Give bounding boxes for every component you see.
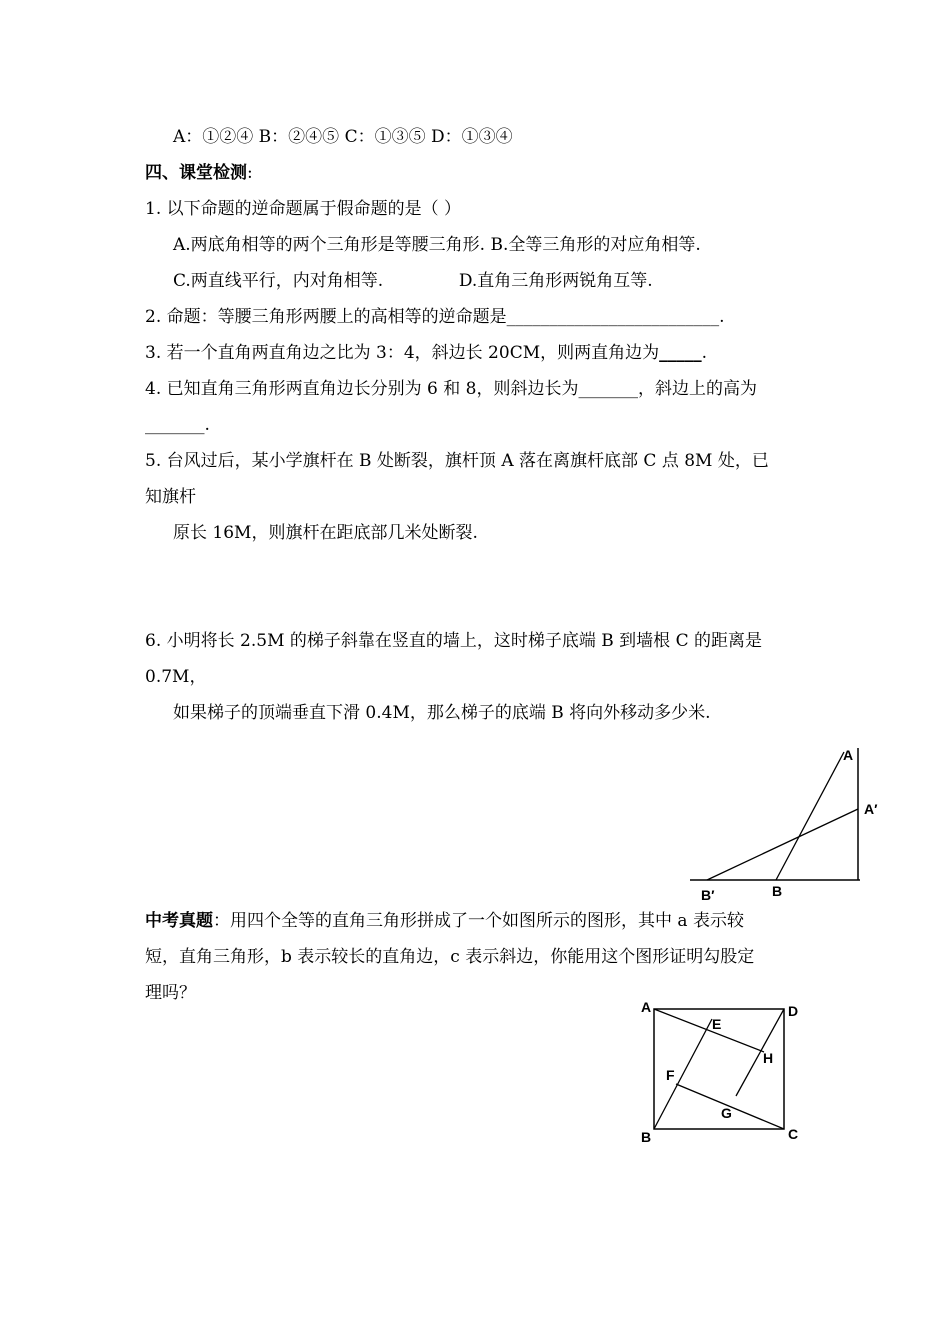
segment-a-h xyxy=(654,1009,764,1052)
exam-question xyxy=(145,910,744,932)
square-figure xyxy=(636,996,816,1150)
q4-blank-2: _______ xyxy=(145,415,205,435)
exam-question-cont-2: 理吗？ xyxy=(145,983,196,1003)
label-b-prime: B′ xyxy=(701,887,715,903)
label-e: E xyxy=(712,1016,722,1032)
q1-options-ab: A.两底角相等的两个三角形是等腰三角形. B.全等三角形的对应角相等. xyxy=(173,235,701,255)
answer-options: A：①②④ B：②④⑤ C：①③⑤ D：①③④ xyxy=(173,127,513,147)
label-a-prime: A′ xyxy=(864,801,878,817)
question-4-cont xyxy=(145,414,210,436)
q2-blank: _________________________ xyxy=(506,307,720,327)
label-d: D xyxy=(788,1003,799,1019)
section-heading xyxy=(145,162,253,184)
question-3 xyxy=(145,342,707,364)
question-2 xyxy=(145,306,725,328)
q4-text-2: ，斜边上的高为 xyxy=(637,379,757,399)
ladder-slid xyxy=(707,809,858,880)
q3-text: 3. 若一个直角两直角边之比为 3：4，斜边长 20CM，则两直角边为 xyxy=(145,343,660,363)
q4-end: . xyxy=(204,415,210,435)
q2-end: . xyxy=(719,307,725,327)
segment-b-e xyxy=(654,1019,712,1129)
colon: : xyxy=(247,163,253,183)
question-6: 6. 小明将长 2.5M 的梯子斜靠在竖直的墙上，这时梯子底端 B 到墙根 C 的距离是 xyxy=(145,631,762,651)
label-f: F xyxy=(666,1067,675,1083)
label-b: B xyxy=(641,1129,652,1145)
label-g: G xyxy=(721,1105,732,1121)
section-title: 四、课堂检测 xyxy=(145,163,247,183)
q1-options-cd: C.两直线平行，内对角相等. D.直角三角形两锐角互等. xyxy=(173,271,653,291)
question-1: 1. 以下命题的逆命题属于假命题的是（ ） xyxy=(145,199,462,219)
segment-d-g xyxy=(736,1009,784,1096)
question-5-cont-2: 原长 16M，则旗杆在距底部几米处断裂. xyxy=(173,523,478,543)
label-c: C xyxy=(788,1126,799,1142)
ladder-original xyxy=(776,752,844,880)
label-h: H xyxy=(763,1050,774,1066)
question-6-cont-2: 如果梯子的顶端垂直下滑 0.4M，那么梯子的底端 B 将向外移动多少米. xyxy=(173,703,711,723)
label-a: A xyxy=(843,747,854,763)
question-5: 5. 台风过后，某小学旗杆在 B 处断裂，旗杆顶 A 落在离旗杆底部 C 点 8M 处，已 xyxy=(145,451,769,471)
label-a: A xyxy=(641,999,652,1015)
q4-blank-1: _______ xyxy=(578,379,638,399)
ladder-figure xyxy=(690,738,890,903)
question-4 xyxy=(145,378,757,400)
q2-text: 2. 命题：等腰三角形两腰上的高相等的逆命题是 xyxy=(145,307,507,327)
question-5-cont: 知旗杆 xyxy=(145,487,196,507)
question-6-cont: 0.7M， xyxy=(145,667,207,687)
q4-text: 4. 已知直角三角形两直角边长分别为 6 和 8，则斜边长为 xyxy=(145,379,579,399)
exam-text: ：用四个全等的直角三角形拼成了一个如图所示的图形，其中 a 表示较 xyxy=(213,911,744,931)
label-b: B xyxy=(772,883,783,899)
q3-end: . xyxy=(701,343,708,363)
exam-label: 中考真题 xyxy=(145,911,213,931)
q3-blank: _____ xyxy=(659,343,702,363)
exam-question-cont: 短，直角三角形，b 表示较长的直角边，c 表示斜边，你能用这个图形证明勾股定 xyxy=(145,947,755,967)
